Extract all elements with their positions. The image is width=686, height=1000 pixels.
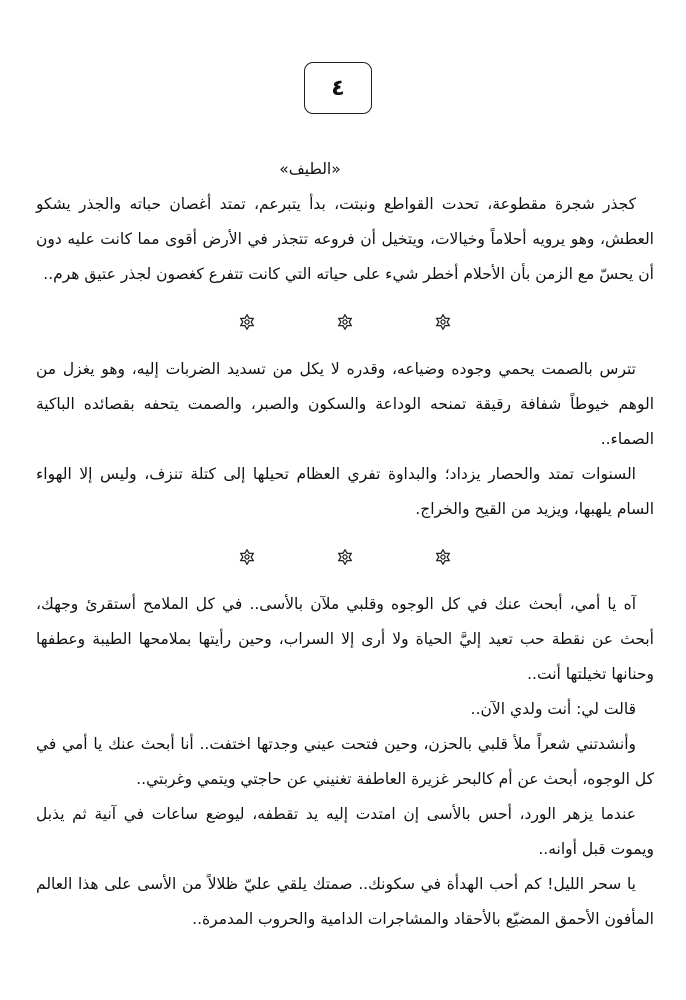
asterisk-flower-icon [239,549,255,565]
asterisk-flower-icon [239,314,255,330]
paragraph-2: تترس بالصمت يحمي وجوده وضياعه، وقدره لا يكل من تسديد الضربات إليه، وهو يغزل من الوهم خيوطاً شفافة رقيقة تمنحه الوداعة والسكون والصبر، والصمت يتحفه بقصائده الباكية الصماء.. [36,360,654,448]
section-separator [36,527,654,587]
paragraph-5: قالت لي: أنت ولدي الآن.. [470,700,636,718]
section-title: «الطيف» [279,160,341,178]
paragraph-7: عندما يزهر الورد، أحس بالأسى إن امتدت إليه يد تقطفه، ليوضع ساعات في آنية ثم يذبل ويموت قبل أوانه.. [36,805,654,858]
page-number: ٤ [304,62,372,114]
asterisk-flower-icon [435,549,451,565]
asterisk-flower-icon [337,549,353,565]
paragraph-1: كجذر شجرة مقطوعة، تحدت القواطع ونبتت، بدأ يتبرعم، تمتد أغصان حباته والجذر يشكو العطش، وهو يرويه أحلاماً وخيالات، ويتخيل أن فروعه تتجذر في الأرض أقوى مما كانت عليه دون أن يحسّ مع الزمن بأن الأحلام أخطر شيء على حياته التي كانت تتفرع كغصون لجذر عتيق هرم.. [36,195,654,283]
asterisk-flower-icon [337,314,353,330]
paragraph-3: السنوات تمتد والحصار يزداد؛ والبداوة تفري العظام تحيلها إلى كتلة تنزف، وليس إلا الهواء السام يلهبها، ويزيد من القيح والخراج. [36,465,654,518]
paragraph-8: يا سحر الليل! كم أحب الهدأة في سكونك.. صمتك يلقي عليّ ظلالاً من الأسى على هذا العالم المأفون الأحمق المضيّع بالأحقاد والمشاجرات الدامية والحروب المدمرة.. [36,875,654,928]
section-separator [36,292,654,352]
text-body [36,152,654,937]
paragraph-6: وأنشدتني شعراً ملأ قلبي بالحزن، وحين فتحت عيني وجدتها اختفت.. أنا أبحث عنك يا أمي في كل الوجوه، أبحث عن أم كالبحر غزيرة العاطفة تغنيني عن حاجتي ويتمي وغربتي.. [36,735,654,788]
paragraph-4: آه يا أمي، أبحث عنك في كل الوجوه وقلبي ملآن بالأسى.. في كل الملامح أستقرئ وجهك، أبحث عن نقطة حب تعيد إليَّ الحياة ولا أرى إلا السراب، وحين رأيتها بملامحها الطيبة وعطفها وحنانها تخيلتها أنت.. [36,595,654,683]
asterisk-flower-icon [435,314,451,330]
